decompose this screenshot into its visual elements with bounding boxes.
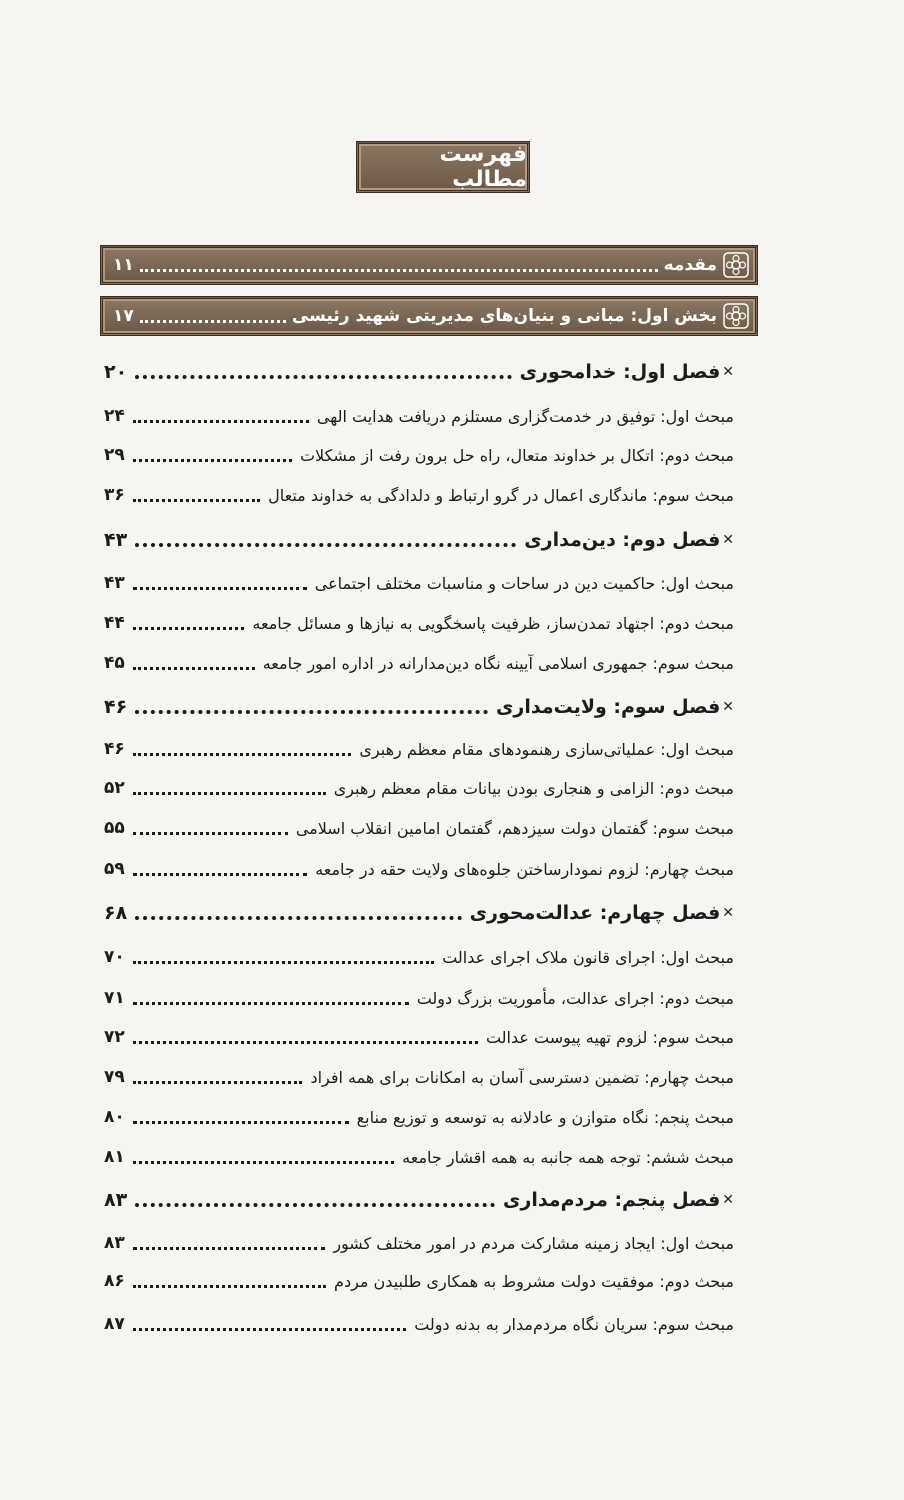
toc-page-number: ۷۱ (104, 988, 125, 1008)
leader-dots (133, 743, 352, 756)
toc-page-number: ۸۶ (104, 1271, 125, 1291)
toc-page-number: ۸۱ (104, 1147, 125, 1167)
toc-section-row[interactable] (104, 1266, 734, 1296)
leader-dots (133, 657, 255, 670)
toc-chapter-row[interactable] (104, 898, 734, 928)
toc-entry-label: فصل پنجم: مردم‌مداری (502, 1189, 721, 1211)
toc-page-number: ۲۰ (104, 361, 128, 383)
toc-title-box (356, 141, 530, 193)
toc-section-row[interactable] (104, 942, 734, 972)
chapter-marker-icon: ✕ (722, 364, 734, 380)
toc-page-number: ۴۵ (104, 653, 125, 673)
flower-ornament-icon (723, 303, 749, 329)
toc-page-number: ۴۶ (104, 696, 128, 718)
toc-page-number: ۴۴ (104, 613, 125, 633)
toc-entry-label: مبحث ششم: توجه همه جانبه به همه اقشار جامعه (402, 1147, 734, 1167)
leader-dots (135, 365, 511, 379)
toc-entry-label: فصل سوم: ولایت‌مداری (495, 696, 721, 718)
banner-page-number: ۱۱ (113, 255, 134, 275)
leader-dots (133, 1151, 394, 1164)
toc-section-row[interactable] (104, 1142, 734, 1172)
toc-section-row[interactable] (104, 480, 734, 510)
toc-entry-label: مبحث دوم: اجتهاد تمدن‌ساز، ظرفیت پاسخگویی به نیازها و مسائل جامعه (252, 613, 734, 633)
toc-entry-label: مبحث چهارم: لزوم نمودارساختن جلوه‌های ولایت حقه در جامعه (315, 859, 734, 879)
leader-dots (140, 259, 658, 272)
leader-dots (133, 1031, 478, 1044)
toc-entry-label: فصل دوم: دین‌مداری (524, 529, 721, 551)
toc-chapter-row[interactable] (104, 1185, 734, 1215)
leader-dots (135, 906, 461, 920)
toc-entry-label: مبحث اول: ایجاد زمینه مشارکت مردم در امور مختلف کشور (333, 1233, 734, 1253)
toc-chapter-row[interactable] (104, 357, 734, 387)
toc-page-number: ۲۹ (104, 445, 125, 465)
leader-dots (133, 449, 292, 462)
toc-section-row[interactable] (104, 734, 734, 764)
toc-section-row[interactable] (104, 1102, 734, 1132)
leader-dots (133, 1237, 326, 1250)
toc-section-row[interactable] (104, 983, 734, 1013)
toc-entry-label: مبحث اول: حاکمیت دین در ساحات و مناسبات مختلف اجتماعی (314, 573, 734, 593)
toc-title: فهرست مطالب (439, 142, 527, 192)
toc-page-number: ۴۶ (104, 739, 125, 759)
banner-part-one[interactable] (100, 296, 758, 336)
toc-entry-label: مبحث سوم: گفتمان دولت سیزدهم، گفتمان امامین انقلاب اسلامی (295, 818, 734, 838)
toc-entry-label: فصل اول: خدامحوری (519, 361, 721, 383)
toc-page-number: ۸۳ (104, 1233, 125, 1253)
toc-page-number: ۸۰ (104, 1107, 125, 1127)
leader-dots (133, 1275, 326, 1288)
chapter-marker-icon: ✕ (722, 699, 734, 715)
leader-dots (133, 410, 309, 423)
toc-entry-label: مبحث اول: توفیق در خدمت‌گزاری مستلزم دریافت هدایت الهی (316, 406, 734, 426)
toc-page-number: ۲۴ (104, 406, 125, 426)
toc-page-number: ۷۰ (104, 947, 125, 967)
toc-page-number: ۷۲ (104, 1027, 125, 1047)
toc-entry-label: مبحث اول: عملیاتی‌سازی رهنمودهای مقام معظم رهبری (359, 739, 734, 759)
leader-dots (133, 1111, 349, 1124)
toc-page-number: ۸۳ (104, 1189, 128, 1211)
leader-dots (135, 1193, 495, 1207)
leader-dots (133, 617, 245, 630)
toc-page-number: ۵۲ (104, 778, 125, 798)
leader-dots (133, 1071, 303, 1084)
leader-dots (133, 577, 307, 590)
toc-section-row[interactable] (104, 648, 734, 678)
chapter-marker-icon: ✕ (722, 905, 734, 921)
leader-dots (133, 1318, 406, 1331)
toc-page-number: ۴۳ (104, 573, 125, 593)
chapter-marker-icon: ✕ (722, 1192, 734, 1208)
leader-dots (135, 533, 516, 547)
toc-entry-label: مبحث اول: اجرای قانون ملاک اجرای عدالت (442, 947, 734, 967)
toc-section-row[interactable] (104, 608, 734, 638)
toc-section-row[interactable] (104, 568, 734, 598)
leader-dots (133, 863, 307, 876)
toc-page-number: ۷۹ (104, 1067, 125, 1087)
leader-dots (133, 951, 434, 964)
toc-section-row[interactable] (104, 401, 734, 431)
toc-page-number: ۴۳ (104, 529, 128, 551)
flower-ornament-icon (723, 252, 749, 278)
toc-entry-label: مبحث پنجم: نگاه متوازن و عادلانه به توسعه و توزیع منابع (356, 1107, 734, 1127)
toc-entry-label: مبحث سوم: لزوم تهیه پیوست عدالت (485, 1027, 734, 1047)
toc-section-row[interactable] (104, 1022, 734, 1052)
toc-page-number: ۶۸ (104, 902, 128, 924)
banner-label: مقدمه (663, 255, 717, 275)
toc-section-row[interactable] (104, 1309, 734, 1339)
toc-section-row[interactable] (104, 813, 734, 843)
toc-entry-label: مبحث سوم: ماندگاری اعمال در گرو ارتباط و دلدادگی به خداوند متعال (268, 485, 734, 505)
leader-dots (133, 782, 326, 795)
leader-dots (133, 822, 288, 835)
banner-label: بخش اول: مبانی و بنیان‌های مدیریتی شهید رئیسی (291, 306, 717, 326)
leader-dots (135, 700, 488, 714)
toc-entry-label: مبحث دوم: الزامی و هنجاری بودن بیانات مقام معظم رهبری (333, 778, 734, 798)
toc-section-row[interactable] (104, 440, 734, 470)
toc-entry-label: مبحث سوم: جمهوری اسلامی آیینه نگاه دین‌مدارانه در اداره امور جامعه (262, 653, 734, 673)
toc-chapter-row[interactable] (104, 692, 734, 722)
toc-section-row[interactable] (104, 854, 734, 884)
toc-chapter-row[interactable] (104, 525, 734, 555)
toc-entry-label: مبحث دوم: اتکال بر خداوند متعال، راه حل برون رفت از مشکلات (299, 445, 734, 465)
toc-section-row[interactable] (104, 773, 734, 803)
leader-dots (133, 489, 260, 502)
toc-section-row[interactable] (104, 1228, 734, 1258)
toc-entry-label: فصل چهارم: عدالت‌محوری (469, 902, 721, 924)
toc-section-row[interactable] (104, 1062, 734, 1092)
toc-page-number: ۵۹ (104, 859, 125, 879)
toc-entry-label: مبحث دوم: اجرای عدالت، مأموریت بزرگ دولت (416, 988, 734, 1008)
banner-introduction[interactable] (100, 245, 758, 285)
toc-entry-label: مبحث دوم: موفقیت دولت مشروط به همکاری طلبیدن مردم (334, 1271, 734, 1291)
banner-page-number: ۱۷ (113, 306, 134, 326)
toc-entry-label: مبحث سوم: سریان نگاه مردم‌مدار به بدنه دولت (414, 1314, 734, 1334)
toc-entry-label: مبحث چهارم: تضمین دسترسی آسان به امکانات برای همه افراد (310, 1067, 734, 1087)
toc-page-number: ۵۵ (104, 818, 125, 838)
leader-dots (133, 992, 409, 1005)
toc-page-number: ۳۶ (104, 485, 125, 505)
toc-page-number: ۸۷ (104, 1314, 125, 1334)
chapter-marker-icon: ✕ (722, 532, 734, 548)
leader-dots (140, 310, 286, 323)
